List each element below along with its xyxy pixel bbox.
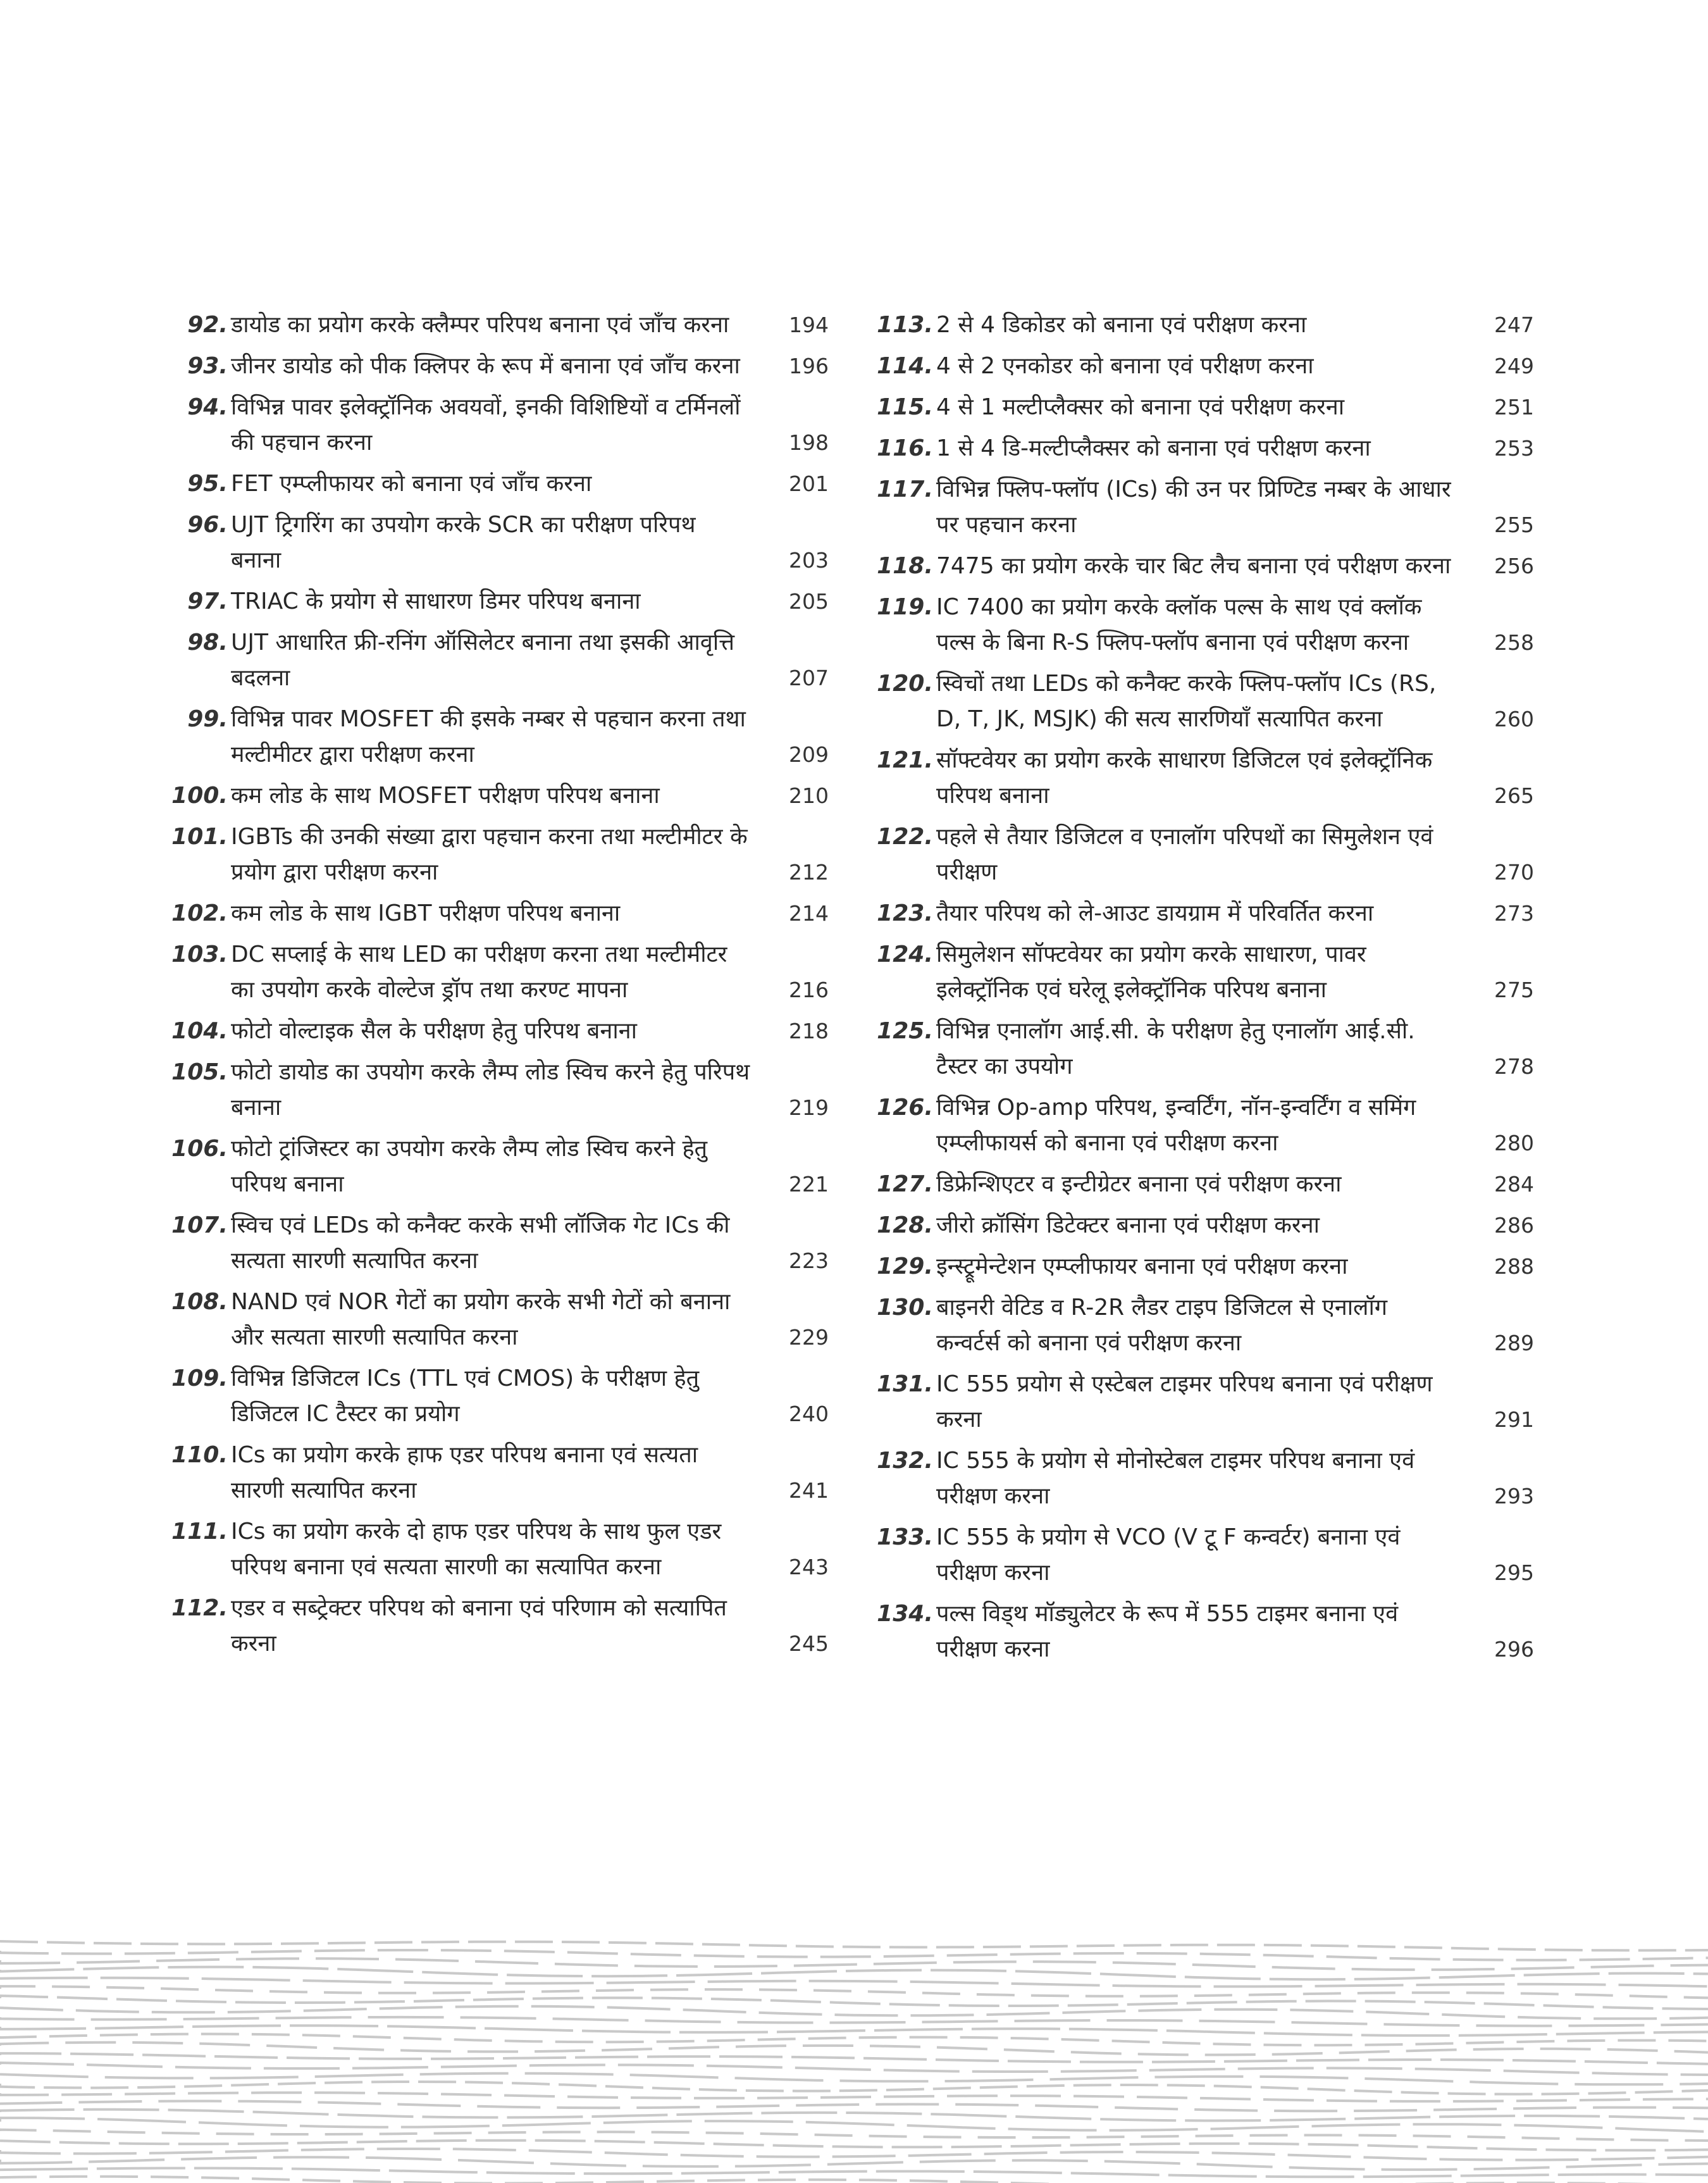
toc-entry (870, 308, 1534, 343)
entry-page-number: 212 (789, 860, 829, 885)
toc-entry (164, 507, 829, 578)
toc-entry (164, 1514, 829, 1585)
wave-line (0, 2063, 1708, 2075)
wave-line (0, 2141, 1708, 2151)
entry-page-number: 205 (789, 589, 829, 614)
entry-page-number: 265 (1494, 783, 1534, 808)
entry-page-number: 194 (789, 313, 829, 337)
entry-title: सिमुलेशन सॉफ्टवेयर का प्रयोग करके साधारण, पावर इलेक्ट्रॉनिक एवं घरेलू इलेक्ट्रॉनिक परिपथ बनाना (936, 942, 1366, 1003)
entry-title: फोटो डायोड का उपयोग करके लैम्प लोड स्विच करने हेतु परिपथ बनाना (231, 1059, 750, 1121)
entry-page-number: 219 (789, 1095, 829, 1120)
wave-line (0, 2006, 1708, 2019)
toc-entry (164, 1438, 829, 1508)
toc-entry (870, 549, 1534, 584)
entry-title: स्विचों तथा LEDs को कनैक्ट करके फ्लिप-फ्लॉप ICs (RS, D, T, JK, MSJK) की सत्य सारणियाँ सत्यापित करना (936, 671, 1437, 732)
entry-title: विभिन्न Op-amp परिपथ, इन्वर्टिंग, नॉन-इन्वर्टिंग व समिंग एम्प्लीफायर्स को बनाना एवं परीक्षण करना (936, 1095, 1416, 1156)
toc-entry (164, 1131, 829, 1202)
entry-page-number: 258 (1494, 630, 1534, 655)
entry-number: 119. (877, 594, 933, 620)
wave-line (0, 2101, 1708, 2111)
toc-entry (164, 466, 829, 502)
entry-page-number: 255 (1494, 513, 1534, 537)
entry-number: 103. (171, 942, 228, 967)
wave-line (0, 2110, 1708, 2121)
entry-number: 132. (877, 1448, 933, 1474)
entry-title: डायोड का प्रयोग करके क्लैम्पर परिपथ बनाना एवं जाँच करना (231, 312, 729, 338)
toc-entry (870, 937, 1534, 1008)
entry-number: 129. (877, 1253, 933, 1279)
toc-entry (164, 1014, 829, 1049)
entry-title: कम लोड के साथ MOSFET परीक्षण परिपथ बनाना (231, 783, 660, 809)
entry-number: 125. (877, 1018, 933, 1044)
toc-column-right (870, 308, 1534, 1673)
entry-page-number: 275 (1494, 978, 1534, 1002)
toc-entry (870, 431, 1534, 466)
entry-title: विभिन्न फ्लिप-फ्लॉप (ICs) की उन पर प्रिण्टिड नम्बर के आधार पर पहचान करना (936, 476, 1451, 538)
entry-page-number: 249 (1494, 354, 1534, 378)
toc-entry (164, 1055, 829, 1126)
toc-entry (164, 1361, 829, 1432)
toc-column-left (164, 308, 829, 1667)
entry-number: 110. (171, 1442, 228, 1468)
entry-page-number: 207 (789, 666, 829, 690)
entry-page-number: 198 (789, 430, 829, 455)
wave-line (0, 1996, 1708, 2009)
entry-page-number: 196 (789, 354, 829, 378)
wave-line (0, 2074, 1708, 2085)
entry-page-number: 288 (1494, 1254, 1534, 1279)
entry-page-number: 260 (1494, 707, 1534, 731)
entry-page-number: 284 (1494, 1172, 1534, 1197)
entry-title: 4 से 2 एनकोडर को बनाना एवं परीक्षण करना (936, 353, 1314, 379)
entry-page-number: 223 (789, 1248, 829, 1273)
entry-number: 93. (187, 353, 228, 379)
entry-title: डिफ्रेन्शिएटर व इन्टीग्रेटर बनाना एवं परीक्षण करना (936, 1171, 1342, 1197)
entry-number: 128. (877, 1212, 933, 1238)
entry-number: 92. (187, 312, 228, 338)
toc-entry (164, 1591, 829, 1662)
wave-line (0, 1941, 1708, 1950)
entry-number: 134. (877, 1601, 933, 1627)
entry-number: 122. (877, 824, 933, 850)
toc-entry (164, 308, 829, 343)
entry-title: स्विच एवं LEDs को कनैक्ट करके सभी लॉजिक गेट ICs की सत्यता सारणी सत्यापित करना (231, 1212, 730, 1274)
entry-page-number: 218 (789, 1019, 829, 1043)
entry-page-number: 270 (1494, 860, 1534, 885)
wave-line (0, 2118, 1708, 2132)
toc-entry (164, 702, 829, 773)
entry-number: 97. (187, 588, 228, 614)
entry-title: तैयार परिपथ को ले-आउट डायग्राम में परिवर्तित करना (936, 900, 1374, 926)
wave-line (0, 1986, 1708, 1998)
entry-title: फोटो ट्रांजिस्टर का उपयोग करके लैम्प लोड स्विच करने हेतु परिपथ बनाना (231, 1136, 708, 1197)
entry-number: 95. (187, 471, 228, 497)
entry-page-number: 203 (789, 548, 829, 573)
entry-number: 98. (187, 630, 228, 656)
entry-title: सॉफ्टवेयर का प्रयोग करके साधारण डिजिटल एवं इलेक्ट्रॉनिक परिपथ बनाना (936, 747, 1433, 809)
entry-number: 106. (171, 1136, 228, 1162)
entry-title: IC 555 के प्रयोग से मोनोस्टेबल टाइमर परिपथ बनाना एवं परीक्षण करना (936, 1448, 1415, 1509)
toc-entry (164, 390, 829, 461)
toc-entry (870, 666, 1534, 737)
wave-line (0, 1978, 1708, 1987)
toc-entry (870, 390, 1534, 425)
entry-title: 2 से 4 डिकोडर को बनाना एवं परीक्षण करना (936, 312, 1307, 338)
entry-page-number: 216 (789, 978, 829, 1002)
entry-title: UJT आधारित फ्री-रनिंग ऑसिलेटर बनाना तथा इसकी आवृत्ति बदलना (231, 630, 735, 691)
entry-title: UJT ट्रिगरिंग का उपयोग करके SCR का परीक्षण परिपथ बनाना (231, 512, 696, 573)
entry-title: 4 से 1 मल्टीप्लैक्सर को बनाना एवं परीक्षण करना (936, 394, 1345, 420)
entry-number: 100. (171, 783, 228, 809)
entry-number: 116. (877, 435, 933, 461)
entry-title: बाइनरी वेटिड व R-2R लैडर टाइप डिजिटल से एनालॉग कन्वर्टर्स को बनाना एवं परीक्षण करना (936, 1295, 1388, 1356)
toc-entry (164, 819, 829, 890)
wave-line (0, 2034, 1708, 2046)
entry-number: 107. (171, 1212, 228, 1238)
entry-page-number: 245 (789, 1631, 829, 1656)
toc-entry (870, 819, 1534, 890)
toc-entry (164, 584, 829, 619)
entry-title: 7475 का प्रयोग करके चार बिट लैच बनाना एवं परीक्षण करना (936, 553, 1451, 579)
entry-number: 124. (877, 942, 933, 967)
entry-number: 101. (171, 824, 228, 850)
entry-page-number: 286 (1494, 1213, 1534, 1238)
decorative-wave-pattern (0, 1936, 1708, 2183)
entry-title: 1 से 4 डि-मल्टीप्लैक्सर को बनाना एवं परीक्षण करना (936, 435, 1371, 461)
wave-line (0, 2053, 1708, 2064)
entry-title: ICs का प्रयोग करके हाफ एडर परिपथ बनाना एवं सत्यता सारणी सत्यापित करना (231, 1442, 698, 1503)
entry-title: विभिन्न डिजिटल ICs (TTL एवं CMOS) के परीक्षण हेतु डिजिटल IC टैस्टर का प्रयोग (231, 1365, 700, 1427)
entry-number: 109. (171, 1365, 228, 1391)
toc-entry (870, 743, 1534, 814)
toc-entry (870, 1090, 1534, 1161)
entry-number: 121. (877, 747, 933, 773)
entry-page-number: 247 (1494, 313, 1534, 337)
entry-number: 130. (877, 1295, 933, 1321)
toc-entry (870, 1443, 1534, 1514)
entry-page-number: 280 (1494, 1131, 1534, 1155)
entry-page-number: 293 (1494, 1484, 1534, 1508)
entry-title: FET एम्प्लीफायर को बनाना एवं जाँच करना (231, 471, 592, 497)
toc-entry (870, 1208, 1534, 1243)
entry-page-number: 201 (789, 471, 829, 496)
toc-entry (870, 1367, 1534, 1438)
entry-number: 120. (877, 671, 933, 697)
entry-page-number: 210 (789, 783, 829, 808)
entry-number: 131. (877, 1371, 933, 1397)
toc-entry (164, 1284, 829, 1355)
entry-page-number: 253 (1494, 436, 1534, 461)
entry-title: IC 555 के प्रयोग से VCO (V टू F कन्वर्टर) बनाना एवं परीक्षण करना (936, 1524, 1401, 1586)
entry-number: 102. (171, 900, 228, 926)
toc-entry (164, 937, 829, 1008)
entry-page-number: 241 (789, 1478, 829, 1503)
entry-number: 112. (171, 1595, 228, 1621)
entry-number: 113. (877, 312, 933, 338)
toc-entry (870, 1596, 1534, 1667)
entry-number: 114. (877, 353, 933, 379)
toc-entry (164, 349, 829, 384)
entry-number: 127. (877, 1171, 933, 1197)
entry-number: 117. (877, 476, 933, 502)
entry-number: 96. (187, 512, 228, 538)
entry-title: इन्स्ट्रूमेन्टेशन एम्प्लीफायर बनाना एवं परीक्षण करना (936, 1253, 1348, 1279)
toc-entry (164, 778, 829, 814)
entry-title: पल्स विड्थ मॉड्युलेटर के रूप में 555 टाइमर बनाना एवं परीक्षण करना (936, 1601, 1399, 1662)
toc-entry (870, 896, 1534, 931)
entry-number: 123. (877, 900, 933, 926)
toc-entry (870, 1520, 1534, 1591)
toc-entry (870, 472, 1534, 543)
entry-title: एडर व सब्ट्रेक्टर परिपथ को बनाना एवं परिणाम को सत्यापित करना (231, 1595, 727, 1657)
toc-entry (164, 1208, 829, 1279)
entry-title: फोटो वोल्टाइक सैल के परीक्षण हेतु परिपथ बनाना (231, 1018, 637, 1044)
entry-title: ICs का प्रयोग करके दो हाफ एडर परिपथ के साथ फुल एडर परिपथ बनाना एवं सत्यता सारणी का सत्यापित करना (231, 1519, 722, 1580)
entry-page-number: 240 (789, 1402, 829, 1426)
entry-number: 99. (187, 706, 228, 732)
entry-title: NAND एवं NOR गेटों का प्रयोग करके सभी गेटों को बनाना और सत्यता सारणी सत्यापित करना (231, 1289, 731, 1350)
entry-page-number: 256 (1494, 554, 1534, 578)
toc-entry (164, 896, 829, 931)
entry-number: 118. (877, 553, 933, 579)
entry-number: 94. (187, 394, 228, 420)
entry-page-number: 289 (1494, 1331, 1534, 1355)
entry-number: 105. (171, 1059, 228, 1085)
entry-page-number: 209 (789, 742, 829, 767)
entry-title: IC 7400 का प्रयोग करके क्लॉक पल्स के साथ एवं क्लॉक पल्स के बिना R-S फ्लिप-फ्लॉप बनाना एवं परीक्षण करना (936, 594, 1422, 656)
entry-title: पहले से तैयार डिजिटल व एनालॉग परिपथों का सिमुलेशन एवं परीक्षण (936, 824, 1433, 885)
entry-page-number: 278 (1494, 1054, 1534, 1079)
entry-title: जीरो क्रॉसिंग डिटेक्टर बनाना एवं परीक्षण करना (936, 1212, 1320, 1238)
entry-title: विभिन्न एनालॉग आई.सी. के परीक्षण हेतु एनालॉग आई.सी. टैस्टर का उपयोग (936, 1018, 1415, 1079)
toc-entry (870, 1249, 1534, 1284)
entry-title: जीनर डायोड को पीक क्लिपर के रूप में बनाना एवं जाँच करना (231, 353, 740, 379)
toc-entry (870, 1167, 1534, 1202)
entry-title: TRIAC के प्रयोग से साधारण डिमर परिपथ बनाना (231, 588, 641, 614)
entry-title: IC 555 प्रयोग से एस्टेबल टाइमर परिपथ बनाना एवं परीक्षण करना (936, 1371, 1433, 1433)
entry-number: 133. (877, 1524, 933, 1550)
toc-entry (870, 590, 1534, 661)
entry-page-number: 296 (1494, 1637, 1534, 1662)
entry-number: 115. (877, 394, 933, 420)
wave-line (0, 2130, 1708, 2141)
entry-title: DC सप्लाई के साथ LED का परीक्षण करना तथा मल्टीमीटर का उपयोग करके वोल्टेज ड्रॉप तथा करण्ट मापना (231, 942, 727, 1003)
entry-number: 104. (171, 1018, 228, 1044)
entry-page-number: 221 (789, 1172, 829, 1197)
entry-number: 111. (171, 1519, 228, 1545)
toc-entry (164, 625, 829, 696)
wave-line (0, 2177, 1708, 2183)
toc-entry (870, 1014, 1534, 1085)
entry-title: IGBTs की उनकी संख्या द्वारा पहचान करना तथा मल्टीमीटर के प्रयोग द्वारा परीक्षण करना (231, 824, 748, 885)
entry-title: विभिन्न पावर इलेक्ट्रॉनिक अवयवों, इनकी विशिष्टियों व टर्मिनलों की पहचान करना (231, 394, 741, 456)
entry-page-number: 251 (1494, 395, 1534, 420)
entry-page-number: 273 (1494, 901, 1534, 926)
entry-number: 126. (877, 1095, 933, 1121)
entry-page-number: 291 (1494, 1407, 1534, 1432)
entry-page-number: 243 (789, 1555, 829, 1579)
toc-entry (870, 1290, 1534, 1361)
entry-title: कम लोड के साथ IGBT परीक्षण परिपथ बनाना (231, 900, 621, 926)
entry-title: विभिन्न पावर MOSFET की इसके नम्बर से पहचान करना तथा मल्टीमीटर द्वारा परीक्षण करना (231, 706, 746, 768)
entry-page-number: 214 (789, 901, 829, 926)
toc-entry (870, 349, 1534, 384)
entry-page-number: 295 (1494, 1560, 1534, 1585)
entry-page-number: 229 (789, 1325, 829, 1350)
entry-number: 108. (171, 1289, 228, 1315)
